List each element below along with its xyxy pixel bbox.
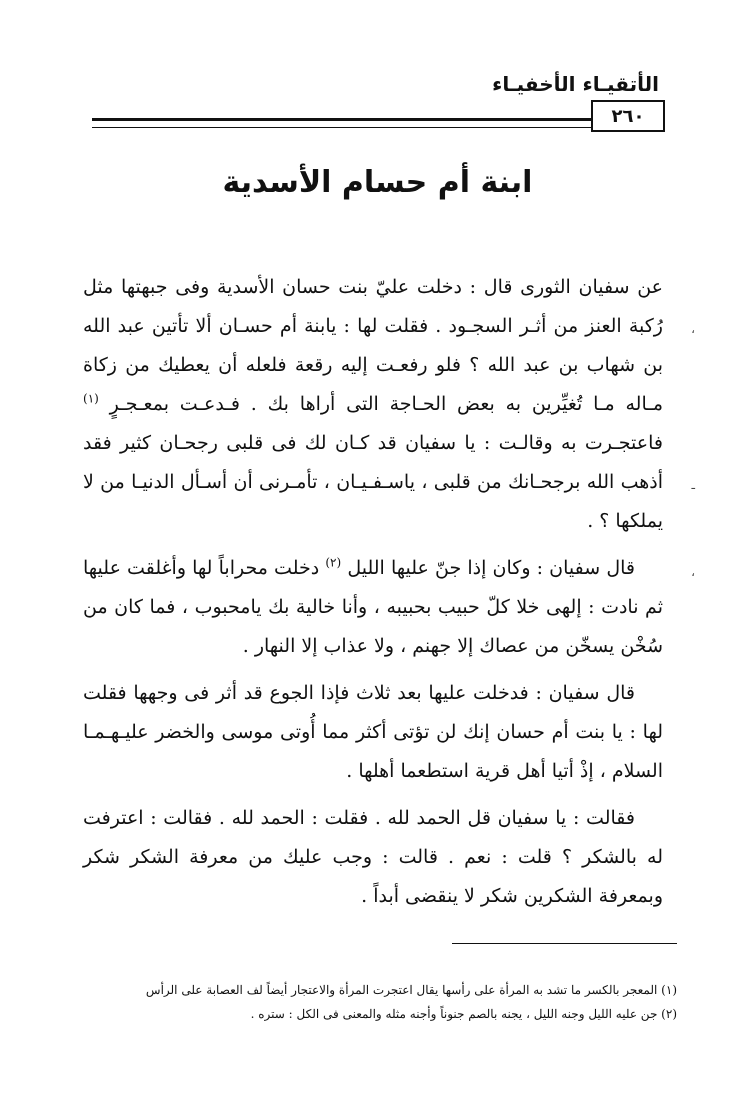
running-title: الأتقيـاء الأخفيـاء xyxy=(492,72,659,96)
footnote-1: (١) المعجر بالكسر ما تشد به المرأة على رأسها يقال اعتجرت المرأة والاعتجار أيضاً لف العصابة على الرأس xyxy=(145,983,677,997)
paragraph-3: قال سفيان : فدخلت عليها بعد ثلاث فإذا الجوع قد أثر فى وجهها فقلت لها : يا بنت أم حسان إنك لن تؤتى أكثر مما أُوتى موسى والخضر عليـهـمـا السلام ، إذْ أتيا أهل قرية استطعما أهلها . xyxy=(83,682,663,782)
footnote-ref-2: (٢) xyxy=(325,555,342,570)
footnotes xyxy=(77,978,677,1026)
footnote-ref-1: (١) xyxy=(83,391,99,406)
margin-tick: ، xyxy=(691,565,695,579)
header-rule xyxy=(92,118,647,128)
paragraph-4: فقالت : يا سفيان قل الحمد لله . فقلت : الحمد لله . فقالت : اعترفت له بالشكر ؟ قلت : نعم . قالت : وجب عليك من معرفة الشكر شكر وبمعرفة الشكرين شكر لا ينقضى أبداً . xyxy=(83,807,663,907)
paragraph-2-text-a: قال سفيان : وكان إذا جنّ عليها الليل xyxy=(347,557,635,579)
body-text xyxy=(83,268,663,924)
chapter-title: ابنة أم حسام الأسدية xyxy=(222,165,533,200)
paragraph-2-text-b: دخلت محراباً لها وأغلقت عليها ثم نادت : إلهى خلا كلّ حبيب بحبيبه ، وأنا خالية بك يامحبوب ، فما كان من سُخْن يسخّن من عصاك إلا جهنم ، ولا عذاب إلا النهار . xyxy=(83,557,663,657)
footnote-rule xyxy=(452,943,677,944)
margin-tick: ـ xyxy=(691,478,695,492)
paragraph-1-text-b: فاعتجـرت به وقالـت : يا سفيان قد كـان لك فى قلبى رجحـان كثير فقد أذهب الله برجحـانك من قلبى ، ياسـفـيـان ، تأمـرنى أن أسـأل الدنيـا من لا يملكها ؟ . xyxy=(83,432,663,532)
footnote-2: (٢) جن عليه الليل وجنه الليل ، يجنه بالصم جنوناً وأجنه مثله والمعنى فى الكل : ستره . xyxy=(250,1007,677,1021)
margin-tick: ، xyxy=(691,322,695,336)
page-number: ٢٦٠ xyxy=(591,100,665,132)
paragraph-1 xyxy=(83,268,663,541)
paragraph-2 xyxy=(83,549,663,666)
paragraph-1-text-a: عن سفيان الثورى قال : دخلت عليّ بنت حسان الأسدية وفى جبهتها مثل رُكبة العنز من أثـر السجـود . فقلت لها : يابنة أم حسـان ألا تأتين عبد الله بن شهاب بن عبد الله ؟ فلو رفعـت إليه رقعة فلعله أن يعطيك من زكاة مـاله مـا تُغيِّرين به بعض الحـاجة التى أراها بك . فـدعـت بمعـجـرٍ xyxy=(83,276,663,415)
